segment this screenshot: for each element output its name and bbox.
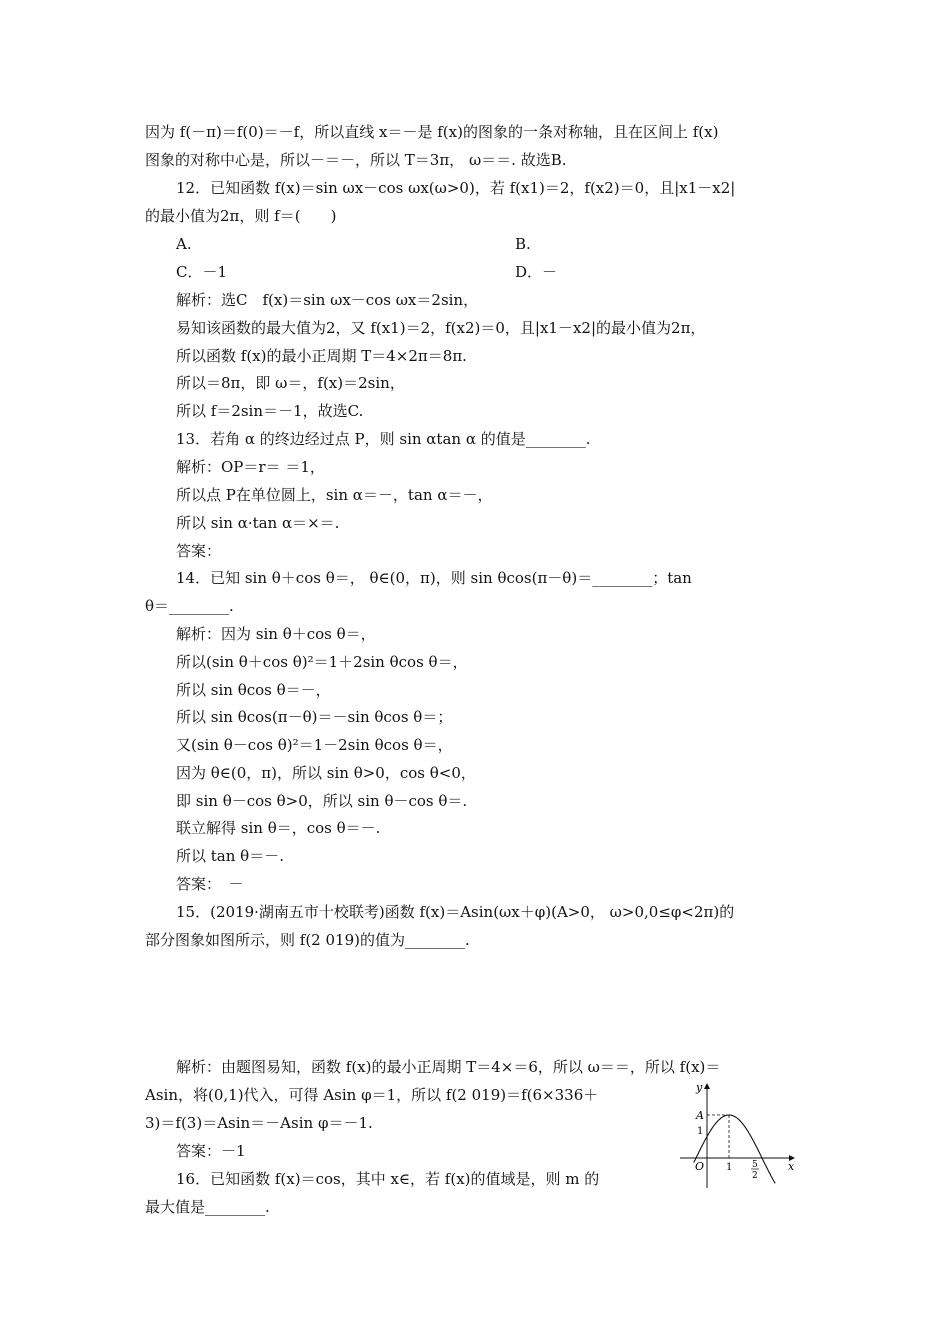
text-line: 因为 θ∈(0，π)，所以 sin θ>0，cos θ<0，: [176, 764, 476, 782]
text-line: θ＝________.: [145, 597, 234, 615]
text-line: 所以 sin θcos θ＝－，: [176, 681, 331, 699]
text-line: 部分图象如图所示，则 f(2 019)的值为________.: [145, 931, 470, 949]
option-b: B.: [515, 235, 531, 253]
text-line: 所以函数 f(x)的最小正周期 T＝4×2π＝8π.: [176, 347, 467, 365]
text-line: 答案： －: [176, 875, 244, 893]
text-line: 图象的对称中心是，所以－＝－，所以 T＝3π， ω＝＝. 故选B.: [145, 151, 567, 169]
text-line: Asin，将(0,1)代入，可得 Asin φ＝1，所以 f(2 019)＝f(6×336＋: [145, 1086, 599, 1104]
text-line: 易知该函数的最大值为2，又 f(x1)＝2，f(x2)＝0，且|x1－x2|的最小值为2π，: [176, 319, 706, 337]
text-line: 答案：－1: [176, 1142, 246, 1160]
text-line: 最大值是________.: [145, 1198, 270, 1216]
text-line: 14．已知 sin θ＋cos θ＝， θ∈(0，π)，则 sin θcos(π－θ)＝________；tan: [176, 569, 692, 587]
text-line: 15．(2019·湖南五市十校联考)函数 f(x)＝Asin(ωx＋φ)(A>0， ω>0,0≤φ<2π)的: [176, 903, 735, 921]
option-c: C．－1: [176, 263, 228, 281]
option-d: D．－: [515, 263, 558, 281]
text-line: 解析：OP＝r＝ ＝1，: [176, 458, 325, 476]
y-one-label: 1: [697, 1126, 704, 1137]
text-line: 解析：因为 sin θ＋cos θ＝，: [176, 625, 376, 643]
text-line: 又(sin θ－cos θ)²＝1－2sin θcos θ＝，: [176, 736, 453, 754]
text-line: 3)＝f(3)＝Asin＝－Asin φ＝－1.: [145, 1114, 373, 1132]
amplitude-label: A: [696, 1109, 704, 1122]
text-line: 所以 f＝2sin＝－1，故选C.: [176, 402, 364, 420]
text-line: 16．已知函数 f(x)＝cos，其中 x∈，若 f(x)的值域是，则 m 的: [176, 1170, 600, 1188]
fraction-denominator: 2: [752, 1171, 758, 1181]
text-line: 因为 f(－π)＝f(0)＝－f，所以直线 x＝－是 f(x)的图象的一条对称轴，且在区间上 f(x): [145, 123, 719, 141]
x-axis-label: x: [788, 1160, 795, 1173]
option-a: A.: [176, 235, 192, 253]
fraction-numerator: 5: [752, 1160, 758, 1170]
text-line: 答案：: [176, 542, 222, 560]
text-line: 所以点 P在单位圆上，sin α＝－，tan α＝－，: [176, 486, 493, 504]
sine-graph-figure: [676, 1078, 806, 1196]
text-line: 即 sin θ－cos θ>0，所以 sin θ－cos θ＝.: [176, 792, 468, 810]
origin-label: O: [695, 1160, 705, 1173]
text-line: 所以＝8π，即 ω＝，f(x)＝2sin，: [176, 374, 405, 392]
text-line: 所以 tan θ＝－.: [176, 847, 284, 865]
text-line: 联立解得 sin θ＝，cos θ＝－.: [176, 819, 381, 837]
y-axis-label: y: [696, 1081, 703, 1094]
x-one-label: 1: [726, 1162, 733, 1173]
text-line: 13．若角 α 的终边经过点 P，则 sin αtan α 的值是________.: [176, 430, 591, 448]
text-line: 解析：选C f(x)＝sin ωx－cos ωx＝2sin，: [176, 291, 479, 309]
sine-curve: [694, 1115, 775, 1183]
text-line: 所以(sin θ＋cos θ)²＝1＋2sin θcos θ＝，: [176, 653, 468, 671]
text-line: 12．已知函数 f(x)＝sin ωx－cos ωx(ω>0)，若 f(x1)＝2，f(x2)＝0，且|x1－x2|: [176, 179, 736, 197]
text-line: 解析：由题图易知，函数 f(x)的最小正周期 T＝4×＝6，所以 ω＝＝，所以 f(x)＝: [176, 1058, 721, 1076]
text-line: 所以 sin α·tan α＝×＝.: [176, 514, 340, 532]
text-line: 的最小值为2π，则 f＝( ): [145, 207, 337, 225]
text-line: 所以 sin θcos(π－θ)＝－sin θcos θ＝；: [176, 708, 453, 726]
